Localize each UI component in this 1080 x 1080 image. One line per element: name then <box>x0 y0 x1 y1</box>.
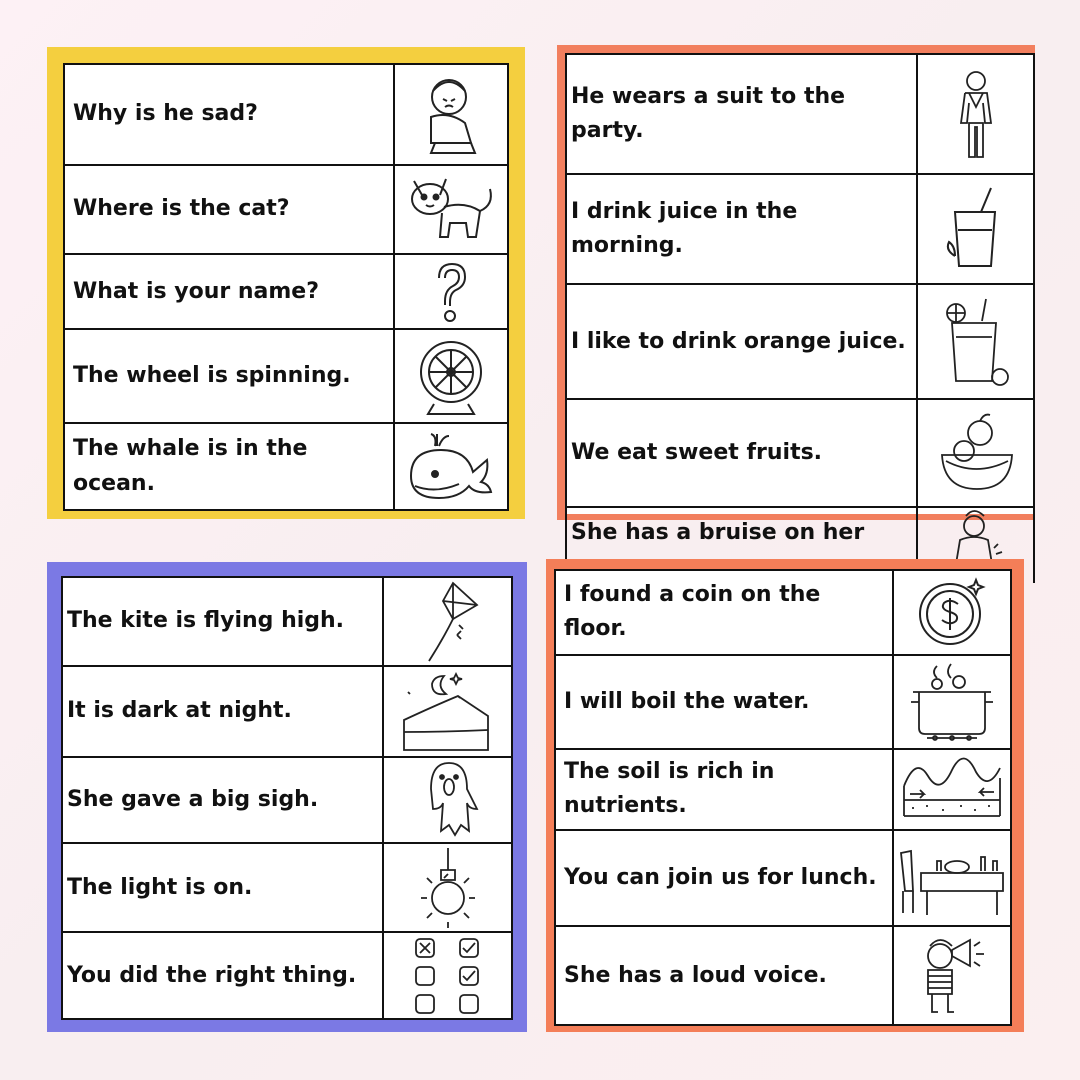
night-moon-icon <box>383 666 512 757</box>
cat-icon <box>394 165 508 254</box>
table-row <box>64 64 508 165</box>
sentence-text: The soil is rich in nutrients. <box>555 749 893 830</box>
sentence-text: It is dark at night. <box>62 666 383 757</box>
fruit-bowl-icon <box>917 399 1034 507</box>
table-row <box>566 174 1034 284</box>
table-row <box>566 284 1034 399</box>
juice-glass-icon <box>917 174 1034 284</box>
sentence-text: We eat sweet fruits. <box>566 399 917 507</box>
sentence-text: The wheel is spinning. <box>64 329 394 423</box>
sentence-text: The whale is in the ocean. <box>64 423 394 510</box>
sentence-text: He wears a suit to the party. <box>566 54 917 174</box>
sentence-text: The kite is flying high. <box>62 577 383 666</box>
boiling-pot-icon <box>893 655 1011 749</box>
sentence-text: Where is the cat? <box>64 165 394 254</box>
table-row <box>64 329 508 423</box>
table-row <box>555 926 1011 1025</box>
table-row <box>555 655 1011 749</box>
question-mark-icon <box>394 254 508 329</box>
table-row <box>62 666 512 757</box>
sad-boy-icon <box>394 64 508 165</box>
sentence-text: She gave a big sigh. <box>62 757 383 844</box>
kite-icon <box>383 577 512 666</box>
sentence-text: I like to drink orange juice. <box>566 284 917 399</box>
sentence-text: You can join us for lunch. <box>555 830 893 926</box>
table-row <box>64 254 508 329</box>
table-row <box>62 757 512 844</box>
sentence-table <box>61 576 513 1020</box>
orange-juice-icon <box>917 284 1034 399</box>
sentence-table <box>554 569 1012 1026</box>
table-row <box>555 749 1011 830</box>
megaphone-girl-icon <box>893 926 1011 1025</box>
whale-icon <box>394 423 508 510</box>
sentence-text: I will boil the water. <box>555 655 893 749</box>
table-row <box>555 830 1011 926</box>
sentence-table <box>565 53 1035 583</box>
coin-icon <box>893 570 1011 655</box>
worksheet-card-coral-top <box>557 45 1035 545</box>
table-row <box>62 932 512 1019</box>
sentence-text: What is your name? <box>64 254 394 329</box>
worksheet-card-yellow <box>47 47 525 519</box>
sentence-text: She has a loud voice. <box>555 926 893 1025</box>
table-row <box>566 54 1034 174</box>
soil-layers-icon <box>893 749 1011 830</box>
table-row <box>64 165 508 254</box>
light-bulb-icon <box>383 843 512 932</box>
spinning-wheel-icon <box>394 329 508 423</box>
sentence-table <box>63 63 509 511</box>
table-row <box>555 570 1011 655</box>
lunch-table-icon <box>893 830 1011 926</box>
ghost-sigh-icon <box>383 757 512 844</box>
man-in-suit-icon <box>917 54 1034 174</box>
checklist-icon <box>383 932 512 1019</box>
sentence-text: I drink juice in the morning. <box>566 174 917 284</box>
sentence-text: The light is on. <box>62 843 383 932</box>
table-row <box>64 423 508 510</box>
worksheet-card-coral-bottom <box>546 559 1024 1032</box>
table-row <box>62 843 512 932</box>
sentence-text: She has a bruise on her <box>566 507 917 583</box>
sentence-text: I found a coin on the floor. <box>555 570 893 655</box>
sentence-text: Why is he sad? <box>64 64 394 165</box>
sentence-text: You did the right thing. <box>62 932 383 1019</box>
worksheet-card-blue <box>47 562 527 1032</box>
table-row <box>566 399 1034 507</box>
table-row <box>62 577 512 666</box>
